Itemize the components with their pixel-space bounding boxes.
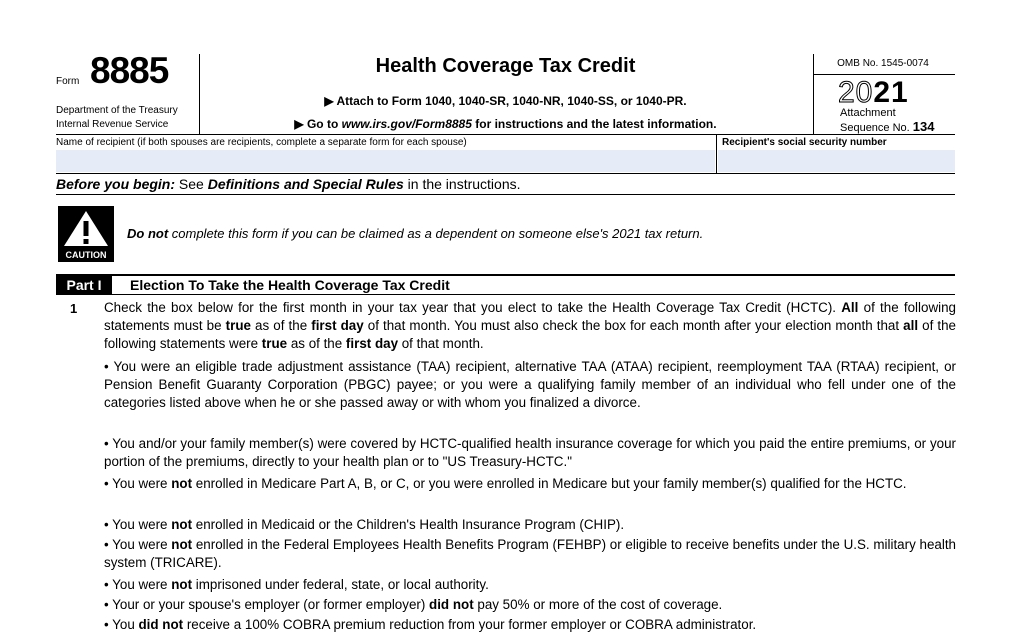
recipient-name-field[interactable] <box>56 150 715 172</box>
bullet-bold: not <box>171 537 193 552</box>
bullet-text: enrolled in Medicaid or the Children's Health Insurance Program (CHIP). <box>192 517 625 532</box>
form-label: Form <box>56 76 80 87</box>
name-row-rule <box>56 173 955 174</box>
caution-bold: Do not <box>127 226 169 241</box>
dept-line2: Internal Revenue Service <box>56 119 169 130</box>
tax-year <box>838 76 909 110</box>
intro-text: Check the box below for the first month in your tax year that you elect to take the Health Coverage Tax Credit (HCTC). <box>104 300 842 315</box>
goto-prefix: ▶ Go to <box>294 117 342 131</box>
department <box>56 104 178 132</box>
bullet-text: • You <box>104 617 139 632</box>
bullet-medicare <box>104 475 956 493</box>
bullet-employer <box>104 596 956 614</box>
line-1-number: 1 <box>70 301 78 316</box>
bullet-fehbp <box>104 536 956 572</box>
before-rule <box>56 194 955 195</box>
attach-instruction: ▶ Attach to Form 1040, 1040-SR, 1040-NR, 1040-SS, or 1040-PR. <box>324 94 687 108</box>
intro-bold: true <box>225 318 251 333</box>
bullet-text: imprisoned under federal, state, or local authority. <box>192 577 489 592</box>
intro-text: as of the <box>287 336 346 351</box>
bullet-text: pay 50% or more of the cost of coverage. <box>473 597 723 612</box>
intro-text: of the following statements must be <box>104 300 956 333</box>
before-see: See <box>175 176 208 192</box>
caution-text: complete this form if you can be claimed as a dependent on someone else's 2021 tax return. <box>168 226 704 241</box>
bullet-text: • You were <box>104 517 172 532</box>
form-title: Health Coverage Tax Credit <box>375 55 636 77</box>
before-tail: in the instructions. <box>403 176 521 192</box>
attachment-sequence <box>840 107 934 135</box>
bullet-bold: not <box>171 577 193 592</box>
goto-instruction <box>200 117 811 131</box>
caution-message <box>127 226 703 241</box>
header-bottom-rule <box>56 134 955 135</box>
year-suffix: 21 <box>873 76 909 109</box>
omb-number: OMB No. 1545-0074 <box>837 58 929 69</box>
dept-line1: Department of the Treasury <box>56 105 178 116</box>
intro-text: of that month. You must also check the box for each month after your election month that <box>363 318 904 333</box>
bullet-taa-eligibility: • You were an eligible trade adjustment assistance (TAA) recipient, alternative TAA (ATAA) recipient, reemployment TAA (RTAA) recipient, or Pension Benefit Guaranty Corporation (PBGC) payee; or you were a qualifying family member of an individual who fell under one of the categories listed above when he or she passed away or with whom you finalized a divorce. <box>104 359 956 410</box>
bullet-bold: did not <box>429 597 474 612</box>
bullet-bold: did not <box>138 617 184 632</box>
bullet-bold: not <box>171 476 193 491</box>
bullet-bold: not <box>171 517 193 532</box>
before-emph: Definitions and Special Rules <box>207 176 404 192</box>
sequence-number: 134 <box>912 119 935 134</box>
intro-bold: first day <box>311 318 364 333</box>
before-lead: Before you begin: <box>56 176 176 192</box>
ssn-divider <box>716 134 717 173</box>
part1-title: Election To Take the Health Coverage Tax Credit <box>130 277 450 293</box>
bullet-text: • You were <box>104 476 172 491</box>
bullet-text: • You were <box>104 537 172 552</box>
before-you-begin <box>56 176 521 192</box>
intro-bold: All <box>841 300 859 315</box>
caution-icon <box>60 208 112 248</box>
intro-bold: all <box>903 318 919 333</box>
intro-text: of that month. <box>398 336 484 351</box>
bullet-text: enrolled in the Federal Employees Health Benefits Program (FEHBP) or eligible to receive benefits under the U.S. military health system (TRICARE). <box>104 537 956 570</box>
bullet-text: • Your or your spouse's employer (or former employer) <box>104 597 430 612</box>
intro-text: as of the <box>250 318 312 333</box>
intro-bold: first day <box>345 336 399 351</box>
bullet-imprisoned <box>104 576 956 594</box>
caution-label: CAUTION <box>65 250 107 260</box>
bullet-cobra <box>104 616 956 634</box>
ssn-label: Recipient's social security number <box>722 137 887 148</box>
bullet-text: enrolled in Medicare Part A, B, or C, or you were enrolled in Medicare but your family member(s) qualified for the HCTC. <box>192 476 907 491</box>
intro-text: of the following statements were <box>104 318 956 351</box>
bullet-hctc-coverage: • You and/or your family member(s) were covered by HCTC-qualified health insurance coverage for which you paid the entire premiums, or your portion of the premiums, directly to your health plan or to "US Treasury-HCTC." <box>104 436 956 469</box>
form-number: 8885 <box>90 50 169 91</box>
bullet-medicaid <box>104 516 956 534</box>
part1-label: Part I <box>56 276 112 294</box>
irs-url-link[interactable]: www.irs.gov/Form8885 <box>341 117 472 131</box>
bullet-text: receive a 100% COBRA premium reduction from your former employer or COBRA administrator. <box>183 617 757 632</box>
line-1-intro <box>104 299 956 353</box>
bullet-text: • You were <box>104 577 172 592</box>
sequence-label: Sequence No. <box>840 122 910 134</box>
attachment-label: Attachment <box>840 107 896 119</box>
ssn-field[interactable] <box>718 150 955 172</box>
name-label: Name of recipient (if both spouses are recipients, complete a separate form for each spouse) <box>56 137 467 148</box>
goto-suffix: for instructions and the latest information. <box>471 117 717 131</box>
intro-bold: true <box>261 336 288 351</box>
year-prefix: 20 <box>838 76 874 109</box>
omb-divider <box>813 74 955 75</box>
part1-bottom-rule <box>56 294 955 295</box>
